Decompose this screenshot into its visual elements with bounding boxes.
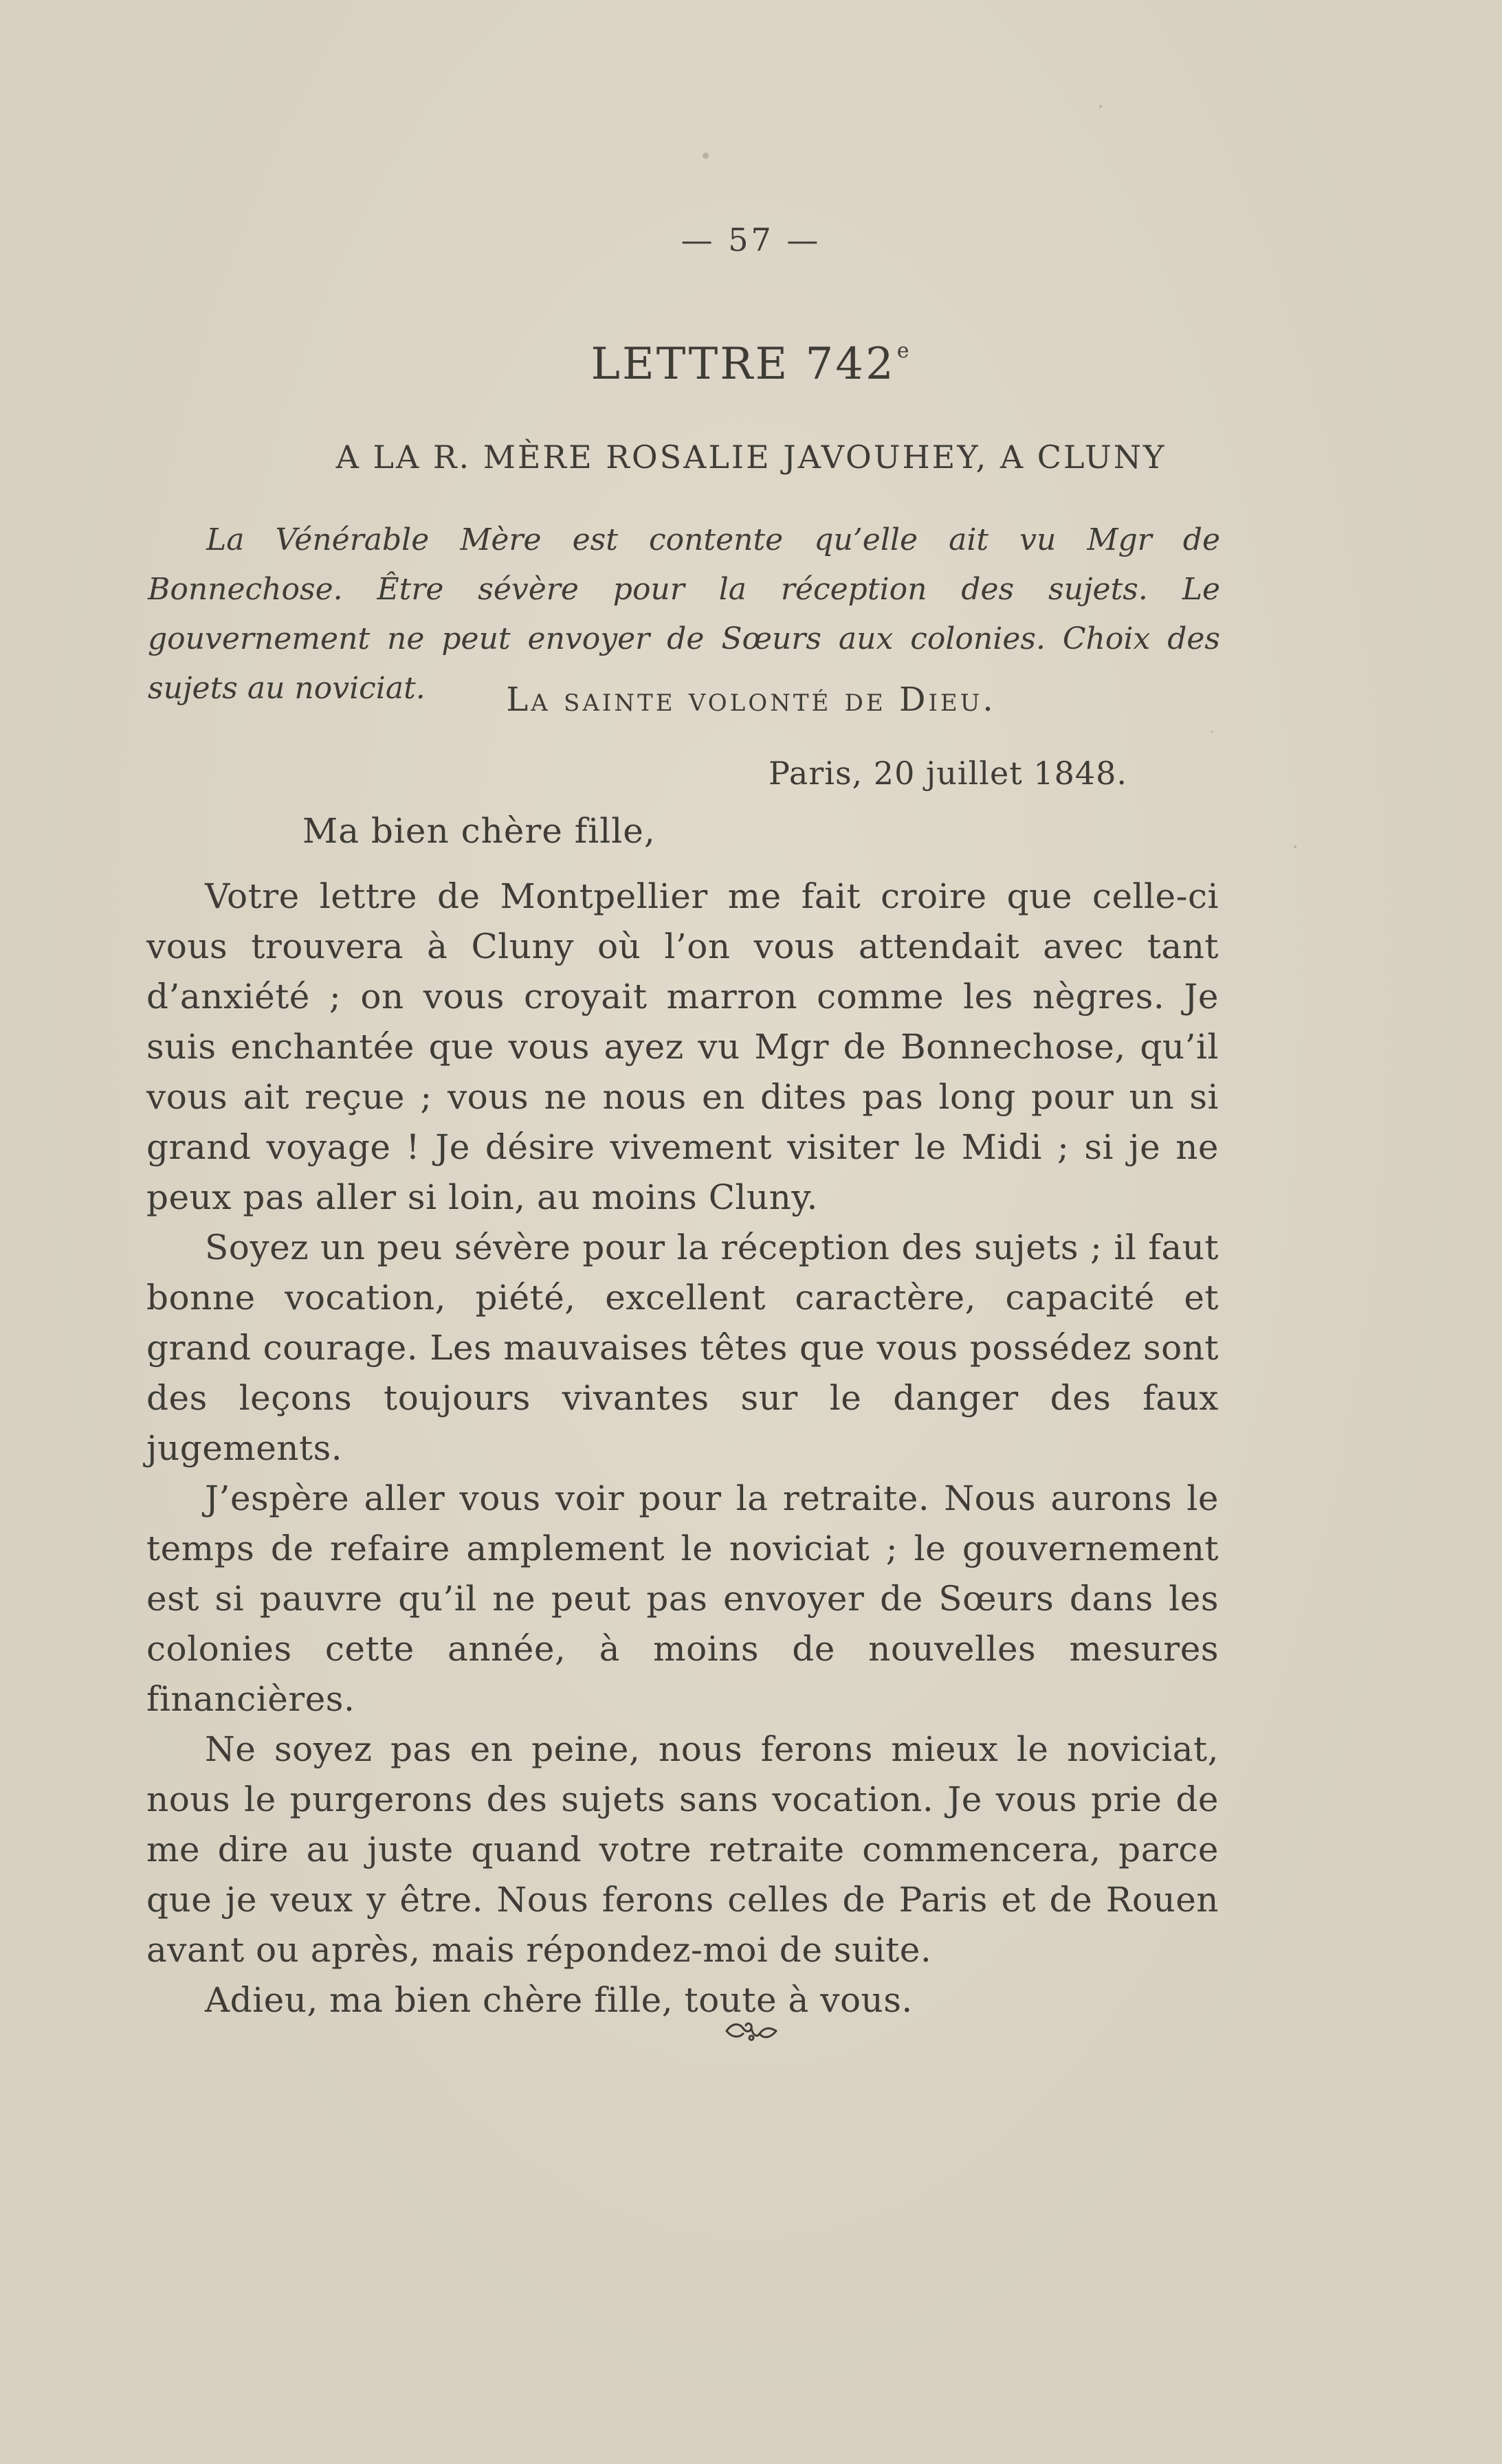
page-number: — 57 — bbox=[681, 221, 821, 258]
letter-title bbox=[0, 339, 1502, 390]
body-paragraph: Soyez un peu sévère pour la réception des sujets ; il faut bonne vocation, piété, excellent caractère, capacité et grand courage. Les mauvaises têtes que vous possédez sont des leçons toujours vivantes sur le danger des faux jugements. bbox=[146, 1228, 1219, 1468]
paper-speck bbox=[703, 153, 709, 159]
paper-speck bbox=[1099, 105, 1102, 108]
letter-body bbox=[146, 872, 1219, 2025]
body-paragraph: J’espère aller vous voir pour la retraite. Nous aurons le temps de refaire amplement le noviciat ; le gouvernement est si pauvre qu’il ne peut pas envoyer de Sœurs dans les colonies cette année, à moins de nouvelles mesures financières. bbox=[146, 1478, 1219, 1719]
salutation: Ma bien chère fille, bbox=[302, 811, 656, 851]
body-paragraph: Ne soyez pas en peine, nous ferons mieux le noviciat, nous le purgerons des sujets sans vocation. Je vous prie de me dire au juste quand votre retraite commencera, parce que je veux y être. Nous ferons celles de Paris et de Rouen avant ou après, mais répondez-moi de suite. bbox=[146, 1729, 1219, 1970]
addressee: A LA R. MÈRE ROSALIE JAVOUHEY, A CLUNY bbox=[335, 439, 1167, 476]
letter-title-text: LETTRE 742 bbox=[590, 339, 896, 390]
letter-title-superscript: e bbox=[896, 339, 912, 363]
paper-speck bbox=[1211, 731, 1213, 733]
closing: Adieu, ma bien chère fille, toute à vous. bbox=[205, 1980, 913, 2020]
dateline: Paris, 20 juillet 1848. bbox=[768, 755, 1127, 792]
fleuron-icon bbox=[722, 2017, 780, 2045]
paper-speck bbox=[1294, 845, 1296, 848]
fleuron-ornament bbox=[0, 2017, 1502, 2045]
letter-summary: La Vénérable Mère est contente qu’elle ait vu Mgr de Bonnechose. Être sévère pour la réception des sujets. Le gouvernement ne peut envoyer de Sœurs aux colonies. Choix des sujets au noviciat. bbox=[148, 522, 1220, 706]
body-paragraph: Votre lettre de Montpellier me fait croire que celle-ci vous trouvera à Cluny où l’on vous attendait avec tant d’anxiété ; on vous croyait marron comme les nègres. Je suis enchantée que vous ayez vu Mgr de Bonnechose, qu’il vous ait reçue ; vous ne nous en dites pas long pour un si grand voyage ! Je désire vivement visiter le Midi ; si je ne peux pas aller si loin, au moins Cluny. bbox=[146, 876, 1219, 1217]
motto: La sainte volonté de Dieu. bbox=[506, 680, 996, 719]
